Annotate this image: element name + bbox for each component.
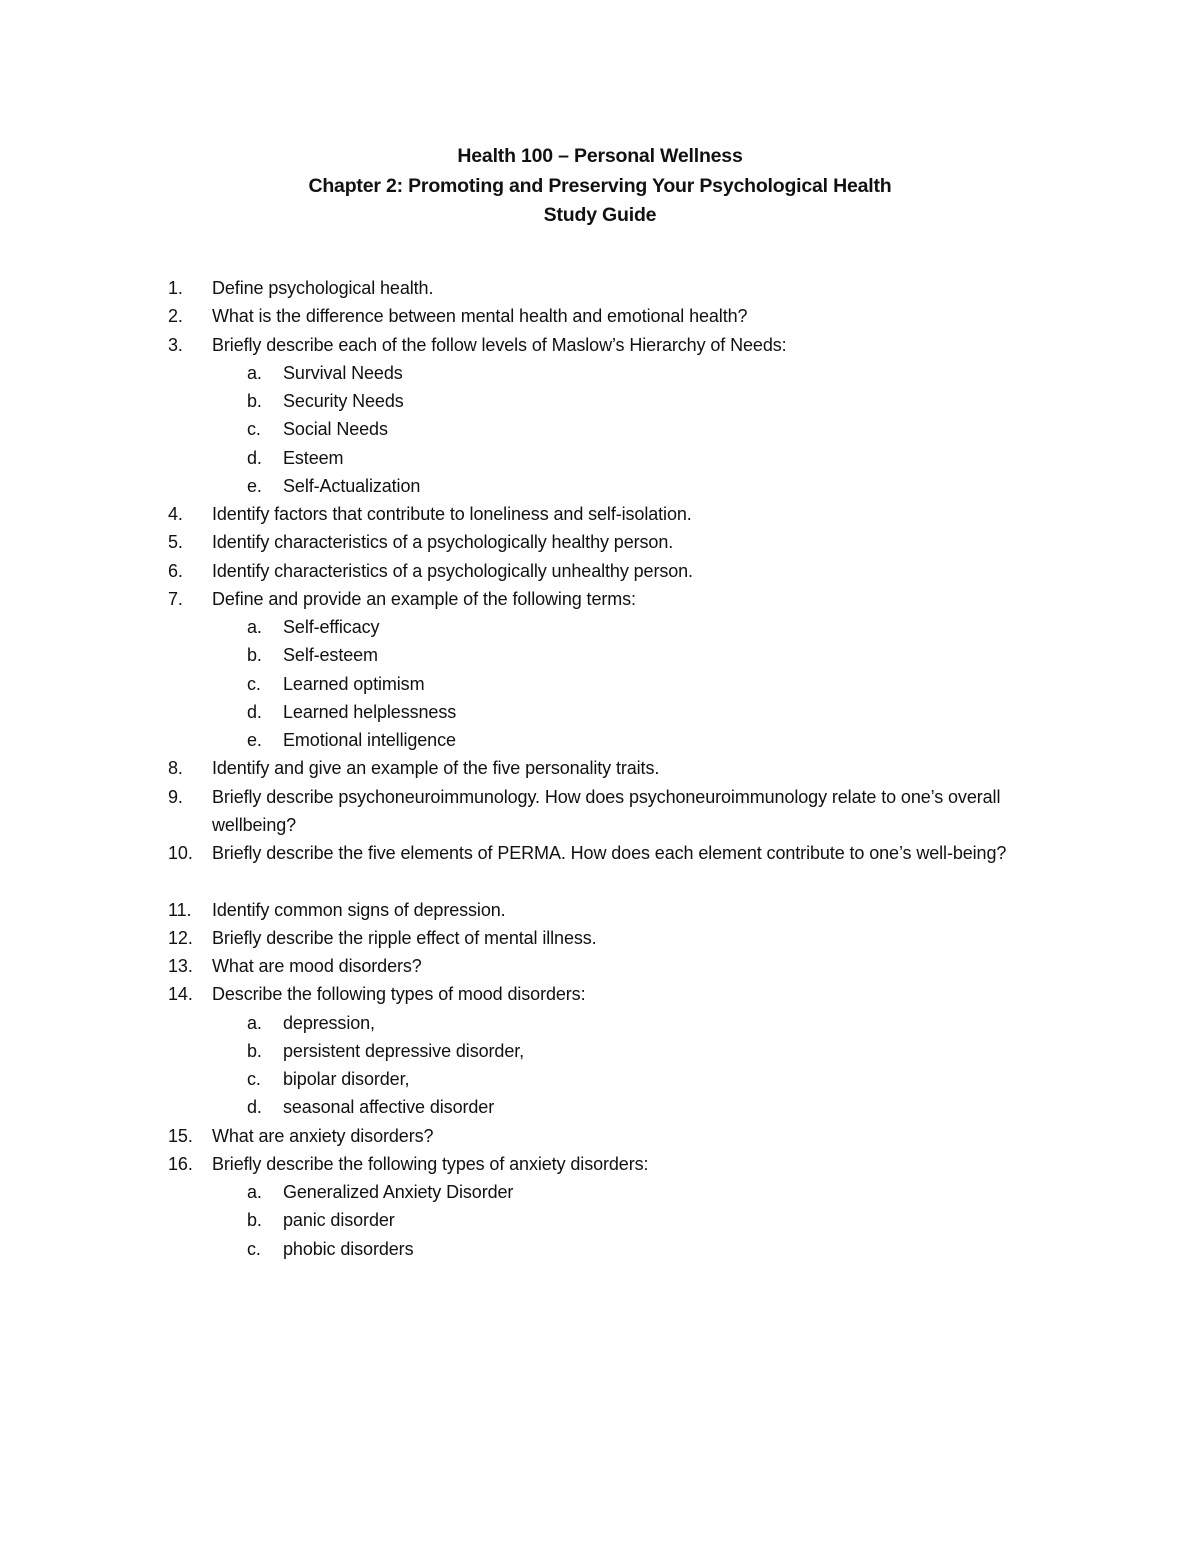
item-text: Briefly describe each of the follow levels of Maslow’s Hierarchy of Needs:	[212, 334, 787, 355]
sub-item-text: phobic disorders	[283, 1238, 414, 1259]
guide-title: Study Guide	[543, 204, 657, 226]
item-number: 9.	[168, 786, 183, 807]
sub-item-text: persistent depressive disorder,	[283, 1040, 525, 1061]
item-text: Identify common signs of depression.	[212, 899, 506, 920]
item-number: 11.	[168, 899, 192, 920]
sub-item-text: Self-esteem	[283, 645, 378, 666]
item-text: Identify factors that contribute to loneliness and self-isolation.	[212, 504, 692, 524]
sub-item-text: Emotional intelligence	[283, 730, 456, 750]
item-text: Identify and give an example of the five personality traits.	[212, 758, 660, 779]
item-number: 10.	[168, 843, 193, 863]
item-number: 1.	[168, 278, 183, 298]
list-item	[0, 274, 1200, 302]
sub-item-letter: e.	[247, 730, 262, 750]
sub-item-text: Generalized Anxiety Disorder	[283, 1182, 514, 1202]
item-text: Identify characteristics of a psychologically unhealthy person.	[212, 560, 693, 581]
sub-item-letter: d.	[247, 447, 262, 468]
sub-item-text: Esteem	[283, 447, 344, 468]
sub-item-letter: c.	[247, 673, 261, 694]
list-item	[0, 1122, 1200, 1150]
sub-list-item	[0, 387, 1200, 415]
list-item	[0, 839, 1200, 896]
sub-item-letter: a.	[247, 1182, 262, 1202]
list-item	[0, 1150, 1200, 1178]
item-number: 7.	[168, 588, 183, 609]
sub-list-item	[0, 1235, 1200, 1263]
sub-list-item	[0, 641, 1200, 669]
sub-item-letter: c.	[247, 1238, 261, 1259]
sub-item-text: seasonal affective disorder	[283, 1097, 495, 1118]
item-text: Define and provide an example of the following terms:	[212, 588, 636, 609]
sub-item-letter: e.	[247, 475, 262, 496]
item-text: Briefly describe the ripple effect of mental illness.	[212, 927, 597, 948]
sub-item-text: panic disorder	[283, 1210, 395, 1231]
list-item	[0, 500, 1200, 528]
list-item	[0, 528, 1200, 556]
sub-list-item	[0, 1037, 1200, 1065]
list-item	[0, 896, 1200, 924]
sub-list-item	[0, 415, 1200, 443]
sub-item-text: Self-Actualization	[283, 475, 421, 496]
list-item	[0, 783, 1200, 840]
item-text: Define psychological health.	[212, 278, 434, 298]
chapter-title: Chapter 2: Promoting and Preserving Your Psychological Health	[308, 174, 892, 197]
item-text: Briefly describe psychoneuroimmunology. How does psychoneuroimmunology relate to one’s overall wellbeing?	[212, 786, 1001, 835]
sub-item-text: Security Needs	[283, 391, 404, 411]
sub-item-text: Learned helplessness	[283, 701, 457, 722]
item-number: 13.	[168, 956, 193, 976]
sub-list-item	[0, 698, 1200, 726]
sub-list-item	[0, 444, 1200, 472]
sub-item-letter: a.	[247, 617, 262, 637]
item-text: What is the difference between mental health and emotional health?	[212, 306, 748, 327]
list-item	[0, 754, 1200, 782]
sub-item-text: Survival Needs	[283, 362, 403, 383]
list-item	[0, 302, 1200, 330]
list-item	[0, 557, 1200, 585]
sub-list-item	[0, 726, 1200, 754]
sub-list-item	[0, 1206, 1200, 1234]
sub-item-letter: c.	[247, 1069, 261, 1089]
item-text: What are anxiety disorders?	[212, 1125, 434, 1146]
list-item	[0, 924, 1200, 952]
sub-list-item	[0, 613, 1200, 641]
sub-item-text: Social Needs	[283, 419, 388, 440]
item-text: Describe the following types of mood disorders:	[212, 984, 586, 1005]
sub-item-letter: b.	[247, 1040, 262, 1061]
item-number: 2.	[168, 306, 183, 327]
item-text: What are mood disorders?	[212, 956, 422, 976]
item-text: Identify characteristics of a psychologically healthy person.	[212, 532, 674, 553]
item-number: 3.	[168, 334, 183, 355]
sub-list-item	[0, 1009, 1200, 1037]
sub-item-text: bipolar disorder,	[283, 1069, 410, 1089]
item-number: 6.	[168, 560, 183, 581]
question-list	[0, 274, 1200, 1263]
sub-list-item	[0, 670, 1200, 698]
item-text: Briefly describe the five elements of PERMA. How does each element contribute to one’s well-being?	[212, 843, 1007, 863]
sub-item-letter: d.	[247, 701, 262, 722]
item-number: 14.	[168, 984, 193, 1005]
sub-item-letter: d.	[247, 1097, 262, 1118]
course-title: Health 100 – Personal Wellness	[457, 145, 743, 167]
list-item	[0, 952, 1200, 980]
document-header	[0, 142, 1200, 231]
sub-list-item	[0, 1065, 1200, 1093]
list-item	[0, 980, 1200, 1008]
sub-item-letter: a.	[247, 1012, 262, 1033]
sub-list-item	[0, 472, 1200, 500]
sub-list-item	[0, 359, 1200, 387]
sub-item-letter: b.	[247, 391, 262, 411]
sub-list-item	[0, 1093, 1200, 1121]
sub-item-text: Learned optimism	[283, 673, 425, 694]
item-number: 8.	[168, 758, 183, 779]
item-number: 12.	[168, 927, 193, 948]
sub-item-letter: a.	[247, 362, 262, 383]
sub-item-letter: b.	[247, 645, 262, 666]
sub-list-item	[0, 1178, 1200, 1206]
item-number: 16.	[168, 1153, 193, 1174]
item-number: 15.	[168, 1125, 193, 1146]
item-number: 4.	[168, 504, 183, 524]
item-text: Briefly describe the following types of anxiety disorders:	[212, 1153, 649, 1174]
sub-item-letter: b.	[247, 1210, 262, 1231]
list-item	[0, 585, 1200, 613]
item-number: 5.	[168, 532, 183, 553]
sub-item-letter: c.	[247, 419, 261, 440]
sub-item-text: depression,	[283, 1012, 375, 1033]
list-item	[0, 331, 1200, 359]
sub-item-text: Self-efficacy	[283, 617, 380, 637]
